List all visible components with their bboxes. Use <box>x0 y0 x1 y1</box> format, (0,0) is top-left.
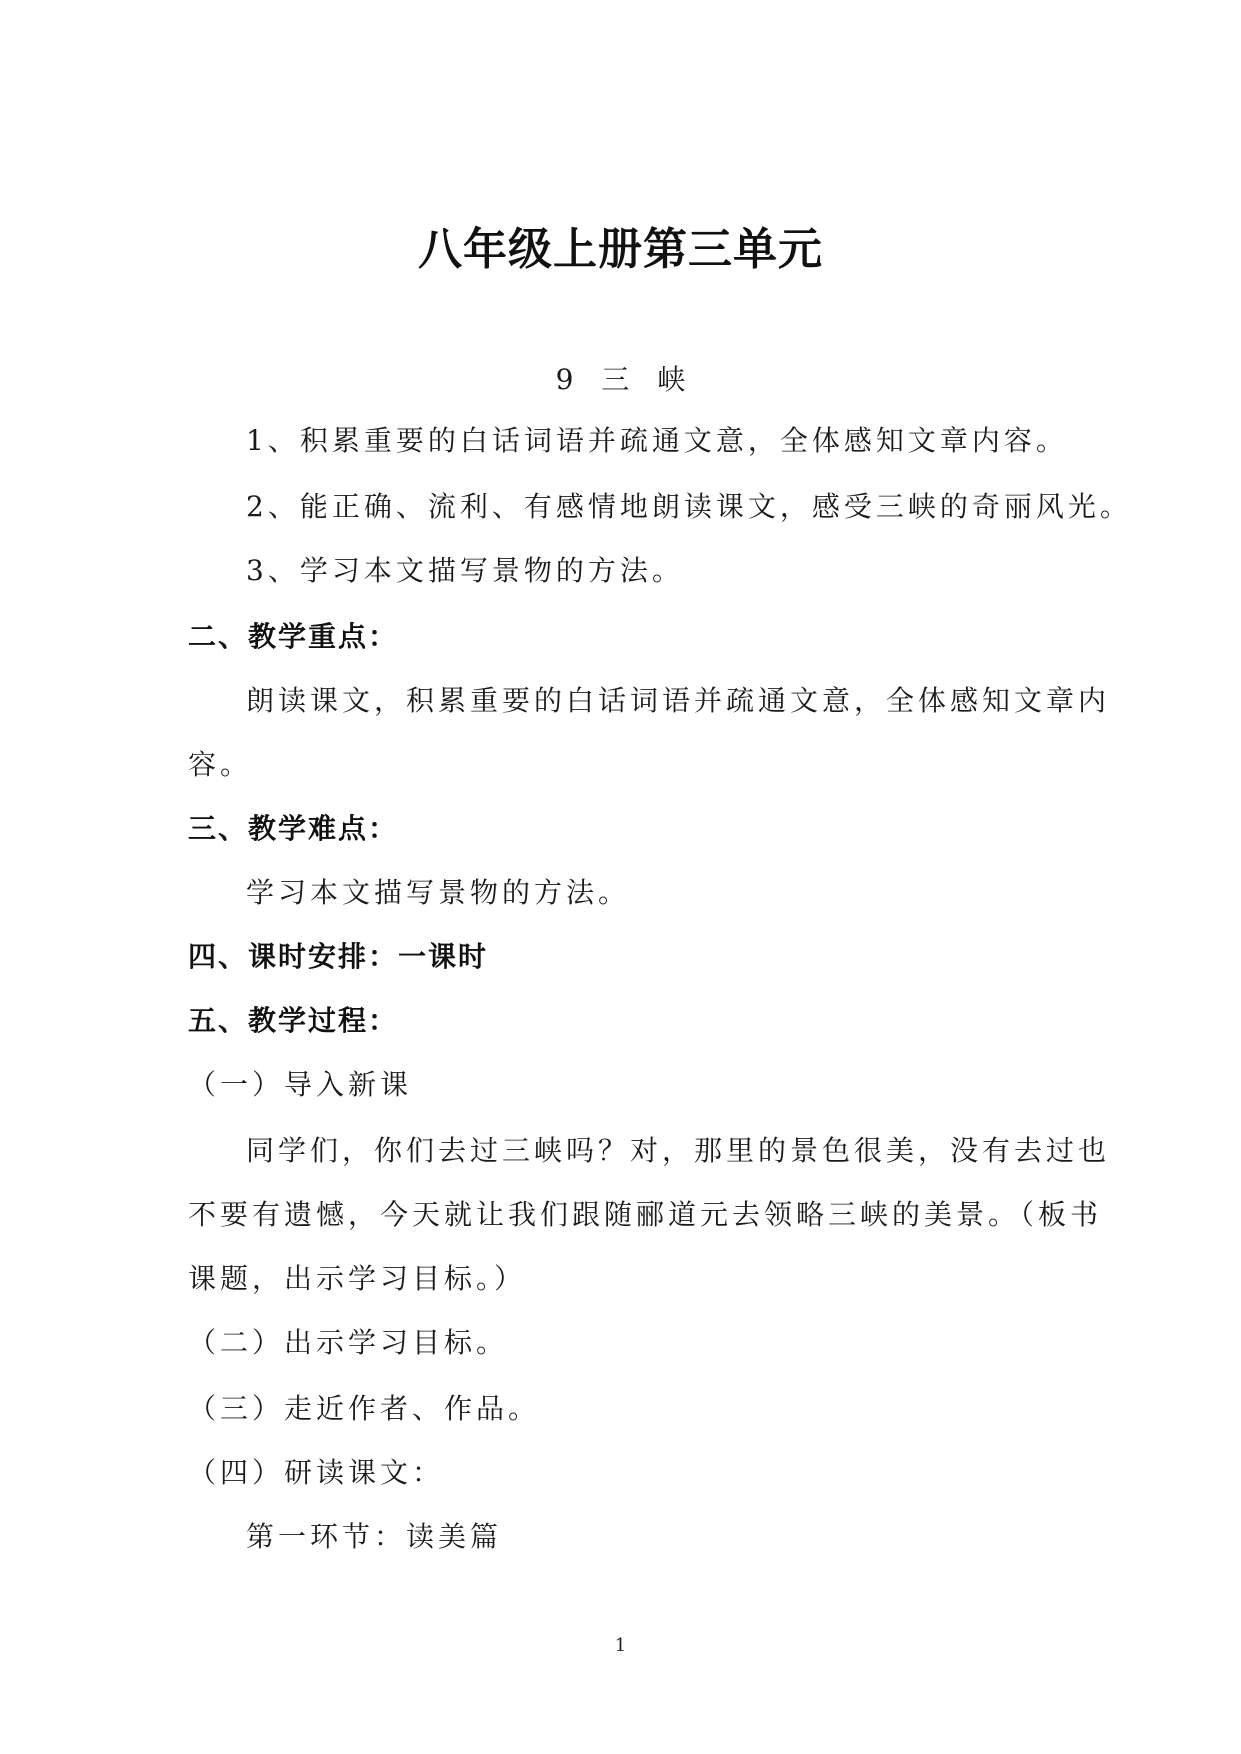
objective-3: 3、学习本文描写景物的方法。 <box>246 554 684 587</box>
step3-heading: （三）走近作者、作品。 <box>188 1392 541 1425</box>
key-points-text-line2: 容。 <box>188 748 253 781</box>
step1-heading: （一）导入新课 <box>188 1068 413 1101</box>
objective-2: 2、能正确、流利、有感情地朗读课文，感受三峡的奇丽风光。 <box>246 490 1132 523</box>
document-title: 八年级上册第三单元 <box>418 224 823 275</box>
intro-line2: 不要有遗憾，今天就让我们跟随郦道元去领略三峡的美景。（板书 <box>188 1198 1103 1231</box>
objective-1: 1、积累重要的白话词语并疏通文意，全体感知文章内容。 <box>246 424 1068 457</box>
difficulties-text: 学习本文描写景物的方法。 <box>246 876 631 909</box>
intro-line1: 同学们，你们去过三峡吗？对，那里的景色很美，没有去过也 <box>246 1134 1111 1167</box>
intro-line3: 课题，出示学习目标。） <box>188 1262 527 1295</box>
key-points-text-line1: 朗读课文，积累重要的白话词语并疏通文意，全体感知文章内 <box>246 684 1111 717</box>
process-heading: 五、教学过程： <box>188 1004 399 1037</box>
difficulties-heading: 三、教学难点： <box>188 812 399 845</box>
step2-heading: （二）出示学习目标。 <box>188 1326 509 1359</box>
key-points-heading: 二、教学重点： <box>188 620 399 653</box>
step4-heading: （四）研读课文： <box>188 1456 445 1489</box>
section1-heading: 第一环节：读美篇 <box>246 1520 503 1553</box>
schedule-heading: 四、课时安排：一课时 <box>188 940 489 973</box>
lesson-title: 9 三 峡 <box>555 363 686 396</box>
page-number: 1 <box>614 1635 627 1656</box>
